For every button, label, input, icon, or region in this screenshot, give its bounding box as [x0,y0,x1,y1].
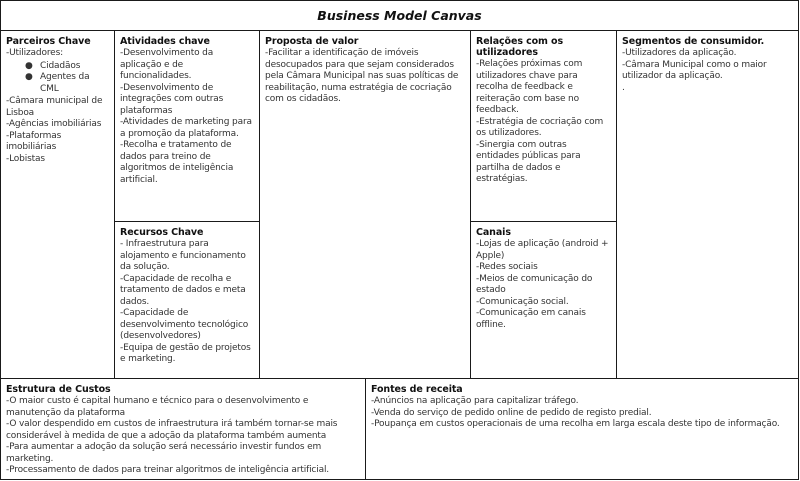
section-line: -Facilitar a identificação de imóveis desocupados para que sejam considerados pela Câmara Municipal nas suas políticas de reabilitação, numa estratégia de cocriação com os cidadãos. [265,48,459,104]
section-line: -Venda do serviço de pedido online de pedido de registo predial. [371,407,652,418]
section-line: -Para aumentar a adoção da solução será necessário investir fundos em marketing. [6,442,322,464]
section-line: . [622,82,625,93]
section-line: -Recolha e tratamento de dados para treino de algoritmos de inteligência artificial. [120,140,234,185]
section-line: -Utilizadores da aplicação. [622,48,737,58]
section-heading: Relações com os utilizadores [476,36,564,58]
section-line: -Meios de comunicação do estado [476,273,593,295]
section-line: -Câmara Municipal como o maior utilizador da aplicação. [622,59,767,81]
bullet-icon: ● [25,60,33,71]
section-heading: Recursos Chave [120,227,204,238]
bullet-icon: ● [25,72,33,82]
section-line: -Processamento de dados para treinar algoritmos de inteligência artificial. [6,465,330,475]
section-line: -Atividades de marketing para a promoção da plataforma. [120,117,252,139]
customer-segments-section [617,31,798,378]
section-line: -O valor despendido em custos de infraestrutura irá também tornar-se mais considerável à medida de que a adoção da plataforma também aumenta [6,419,338,441]
list-item-text: Agentes da CML [40,72,90,94]
section-heading: Estrutura de Custos [6,384,111,395]
section-line: -Poupança em custos operacionais de uma recolha em larga escala deste tipo de informação. [371,419,780,429]
key-partners-section [1,31,114,378]
section-heading: Proposta de valor [265,36,359,47]
key-resources-section [115,222,259,378]
section-line: -Lobistas [6,153,45,164]
key-activities-section [115,31,259,221]
section-line: -Anúncios na aplicação para capitalizar tráfego. [371,396,579,406]
section-line: -Capacidade de desenvolvimento tecnológico (desenvolvedores) [120,308,249,341]
section-line: -Câmara municipal de Lisboa [6,96,103,118]
value-proposition-section [260,31,470,378]
section-line: -Agências imobiliárias [6,119,102,129]
section-line: -Plataformas imobiliárias [6,130,62,152]
section-line: -Sinergia com outras entidades públicas para partilha de dados e estratégias. [476,139,581,184]
section-heading: Fontes de receita [371,384,463,395]
section-heading: Canais [476,227,511,238]
list-item [25,60,109,73]
section-line: -Redes sociais [476,262,538,272]
customer-relationships-section [471,31,616,221]
section-line: -Lojas de aplicação (android + Apple) [476,239,609,261]
section-line: -Equipa de gestão de projetos e marketing. [120,342,251,364]
section-heading: Parceiros Chave [6,36,91,47]
list-item [25,72,109,95]
section-line: -Desenvolvimento da aplicação e de funcionalidades. [120,48,214,81]
revenue-streams-section [366,379,798,480]
channels-section [471,222,616,378]
canvas-title: Business Model Canvas [317,8,482,23]
section-line: -Capacidade de recolha e tratamento de dados e meta dados. [120,273,246,307]
section-line: -Comunicação em canais offline. [476,308,586,330]
section-heading: Segmentos de consumidor. [622,36,765,47]
section-line: - Infraestrutura para alojamento e funcionamento da solução. [120,239,246,272]
section-line: -Desenvolvimento de integrações com outras plataformas [120,82,224,116]
bullet-list [6,61,109,96]
canvas-title-bar [1,1,798,31]
list-item-text: Cidadãos [40,60,81,71]
section-line: -Estratégia de cocriação com os utilizadores. [476,116,604,138]
cost-structure-section [1,379,365,480]
section-line: -Comunicação social. [476,296,569,307]
section-line: -O maior custo é capital humano e técnico para o desenvolvimento e manutenção da plataforma [6,396,309,418]
section-line: -Relações próximas com utilizadores chave para recolha de feedback e reiteração com base no feedback. [476,59,583,115]
section-heading: Atividades chave [120,36,210,47]
section-line: -Utilizadores: [6,48,63,58]
